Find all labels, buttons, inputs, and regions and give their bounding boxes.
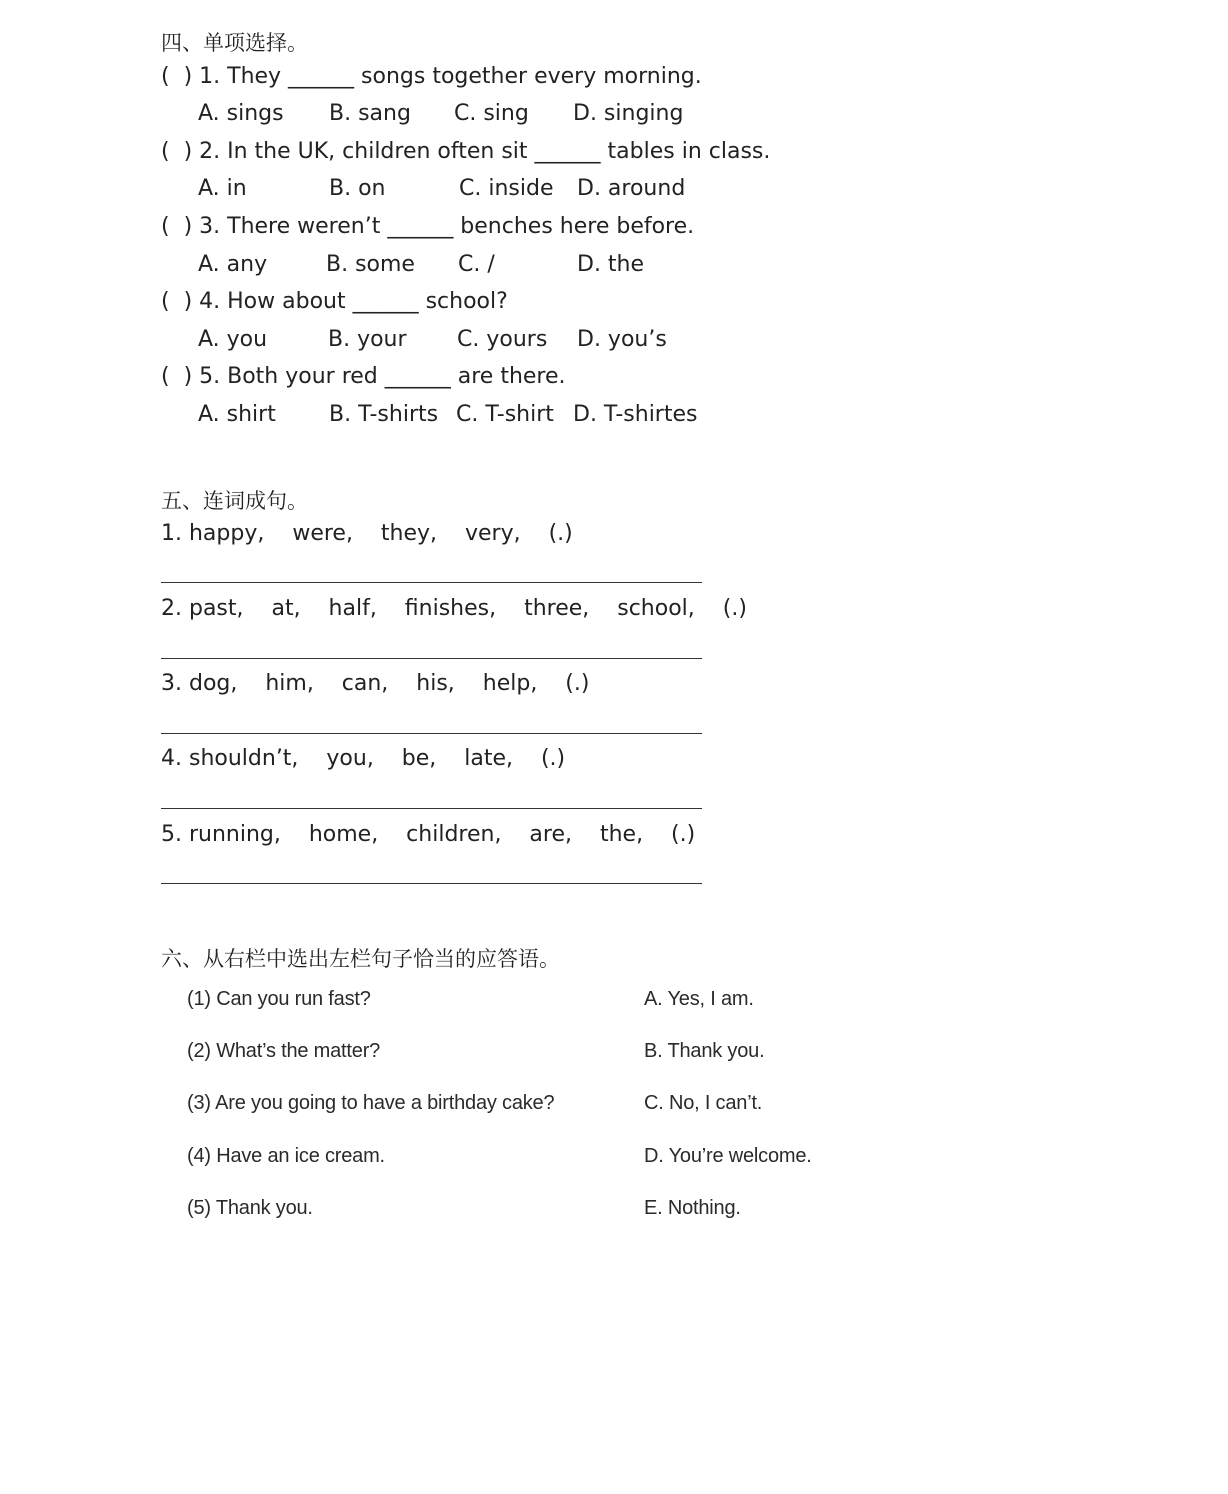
- q2-option-b: B. on: [329, 176, 386, 201]
- answer-line-2[interactable]: [161, 658, 702, 659]
- q1-option-d: D. singing: [573, 101, 684, 126]
- match-left-5: (5) Thank you.: [187, 1197, 313, 1219]
- q4-option-c: C. yours: [457, 327, 548, 352]
- q4-option-d: D. you’s: [577, 327, 667, 352]
- match-left-1: (1) Can you run fast?: [187, 988, 371, 1010]
- q3-option-d: D. the: [577, 252, 645, 277]
- q2-option-d: D. around: [577, 176, 686, 201]
- q5-option-c: C. T-shirt: [456, 402, 554, 427]
- section5-heading: 五、连词成句。: [161, 489, 308, 513]
- section6-heading: 六、从右栏中选出左栏句子恰当的应答语。: [161, 947, 560, 971]
- q1-option-a: A. sings: [198, 101, 284, 126]
- question-1: ( ) 1. They ______ songs together every morning.: [161, 64, 702, 89]
- answer-line-5[interactable]: [161, 883, 702, 884]
- section4-heading: 四、单项选择。: [161, 31, 308, 55]
- q5-option-d: D. T-shirtes: [573, 402, 698, 427]
- question-3: ( ) 3. There weren’t ______ benches here before.: [161, 214, 695, 239]
- q5-option-a: A. shirt: [198, 402, 276, 427]
- match-left-2: (2) What’s the matter?: [187, 1040, 381, 1062]
- answer-line-1[interactable]: [161, 582, 702, 583]
- answer-line-3[interactable]: [161, 733, 702, 734]
- match-right-c: C. No, I can’t.: [644, 1092, 763, 1114]
- question-5: ( ) 5. Both your red ______ are there.: [161, 364, 566, 389]
- sentence-item-5: 5. running, home, children, are, the, (.): [161, 822, 696, 847]
- match-right-b: B. Thank you.: [644, 1040, 765, 1062]
- question-2: ( ) 2. In the UK, children often sit ______ tables in class.: [161, 139, 771, 164]
- q3-option-b: B. some: [326, 252, 415, 277]
- match-right-d: D. You’re welcome.: [644, 1145, 812, 1167]
- q3-option-c: C. /: [458, 252, 495, 277]
- q4-option-a: A. you: [198, 327, 268, 352]
- q1-option-c: C. sing: [454, 101, 529, 126]
- q5-option-b: B. T-shirts: [329, 402, 439, 427]
- q2-option-c: C. inside: [459, 176, 554, 201]
- answer-line-4[interactable]: [161, 808, 702, 809]
- match-left-4: (4) Have an ice cream.: [187, 1145, 385, 1167]
- sentence-item-1: 1. happy, were, they, very, (.): [161, 521, 573, 546]
- match-right-e: E. Nothing.: [644, 1197, 741, 1219]
- question-4: ( ) 4. How about ______ school?: [161, 289, 508, 314]
- q1-option-b: B. sang: [329, 101, 411, 126]
- sentence-item-4: 4. shouldn’t, you, be, late, (.): [161, 746, 566, 771]
- q4-option-b: B. your: [328, 327, 407, 352]
- sentence-item-2: 2. past, at, half, finishes, three, school, (.): [161, 596, 747, 621]
- sentence-item-3: 3. dog, him, can, his, help, (.): [161, 671, 590, 696]
- match-right-a: A. Yes, I am.: [644, 988, 754, 1010]
- q3-option-a: A. any: [198, 252, 268, 277]
- match-left-3: (3) Are you going to have a birthday cake?: [187, 1092, 555, 1114]
- q2-option-a: A. in: [198, 176, 247, 201]
